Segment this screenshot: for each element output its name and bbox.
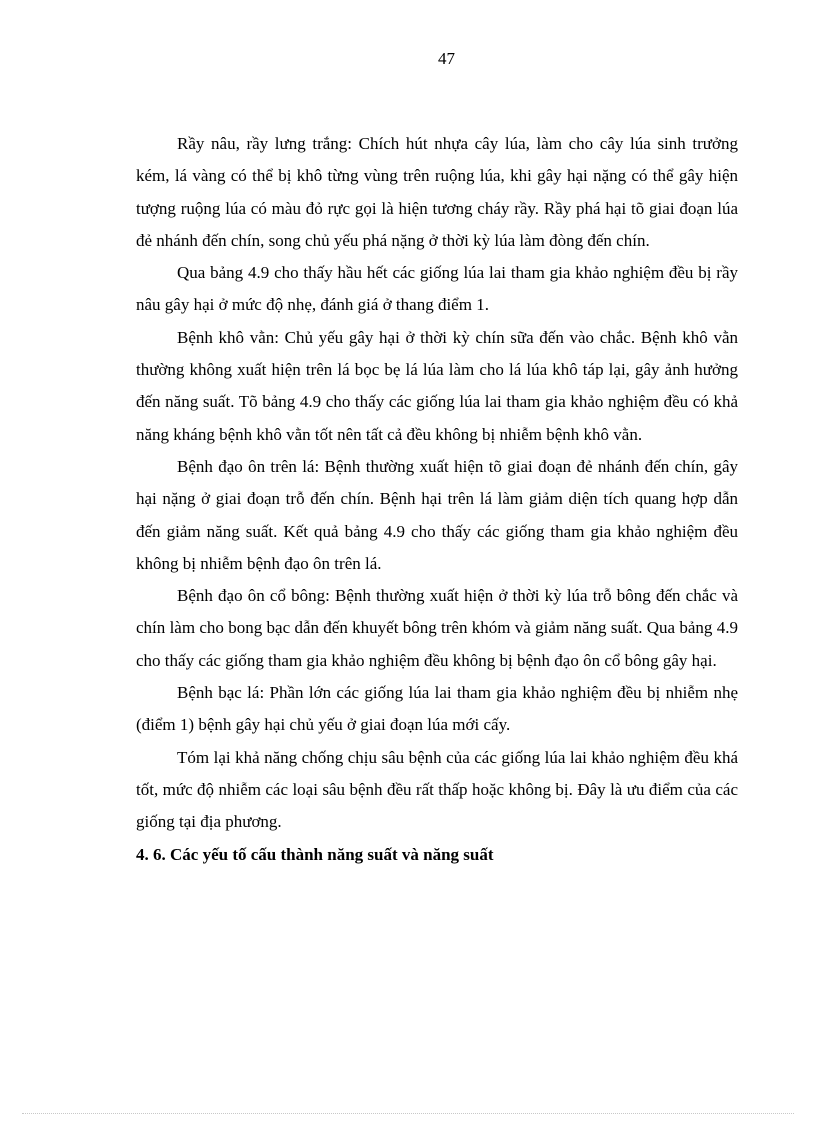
document-body bbox=[136, 128, 738, 871]
paragraph-sheath-blight: Bệnh khô vằn: Chủ yếu gây hại ở thời kỳ chín sữa đến vào chắc. Bệnh khô vằn thường không xuất hiện trên lá bọc bẹ lá lúa làm cho lá lúa khô táp lại, gây ảnh hưởng đến năng suất. Tõ bảng 4.9 cho thấy các giống lúa lai tham gia khảo nghiệm đều có khả năng kháng bệnh khô vằn tốt nên tất cả đều không bị nhiễm bệnh khô vằn. bbox=[136, 327, 738, 444]
paragraph-leaf-blast: Bệnh đạo ôn trên lá: Bệnh thường xuất hiện tõ giai đoạn đẻ nhánh đến chín, gây hại nặng ở giai đoạn trỗ đến chín. Bệnh hại trên lá làm giảm diện tích quang hợp dẫn đến giảm năng suất. Kết quả bảng 4.9 cho thấy các giống tham gia khảo nghiệm đều không bị nhiễm bệnh đạo ôn trên lá. bbox=[136, 456, 738, 573]
paragraph-neck-blast: Bệnh đạo ôn cổ bông: Bệnh thường xuất hiện ở thời kỳ lúa trỗ bông đến chắc và chín làm cho bong bạc dẫn đến khuyết bông trên khóm và giảm năng suất. Qua bảng 4.9 cho thấy các giống tham gia khảo nghiệm đều không bị bệnh đạo ôn cổ bông gây hại. bbox=[136, 586, 738, 670]
paragraph-brown-planthopper: Rầy nâu, rầy lưng trắng: Chích hút nhựa cây lúa, làm cho cây lúa sinh trưởng kém, lá vàng có thể bị khô từng vùng trên ruộng lúa, khi gây hại nặng có thể gây hiện tượng ruộng lúa có màu đỏ rực gọi là hiện tương cháy rầy. Rầy phá hại tõ giai đoạn lúa đẻ nhánh đến chín, song chủ yếu phá nặng ở thời kỳ lúa làm đòng đến chín. bbox=[136, 134, 738, 250]
section-heading: 4. 6. Các yếu tố cấu thành năng suất và năng suất bbox=[136, 844, 494, 864]
page-number: 47 bbox=[438, 49, 455, 68]
paragraph-summary: Tóm lại khả năng chống chịu sâu bệnh của các giống lúa lai khảo nghiệm đều khá tốt, mức độ nhiễm các loại sâu bệnh đều rất thấp hoặc không bị. Đây là ưu điểm của các giống tại địa phương. bbox=[136, 747, 738, 832]
paragraph-bacterial-leaf-blight: Bệnh bạc lá: Phần lớn các giống lúa lai tham gia khảo nghiệm đều bị nhiễm nhẹ (điểm 1) bệnh gây hại chủ yếu ở giai đoạn lúa mới cấy. bbox=[136, 683, 738, 735]
page-bottom-divider bbox=[22, 1113, 794, 1114]
paragraph-table-4-9-planthopper: Qua bảng 4.9 cho thấy hầu hết các giống lúa lai tham gia khảo nghiệm đều bị rầy nâu gây hại ở mức độ nhẹ, đánh giá ở thang điểm 1. bbox=[136, 263, 738, 315]
